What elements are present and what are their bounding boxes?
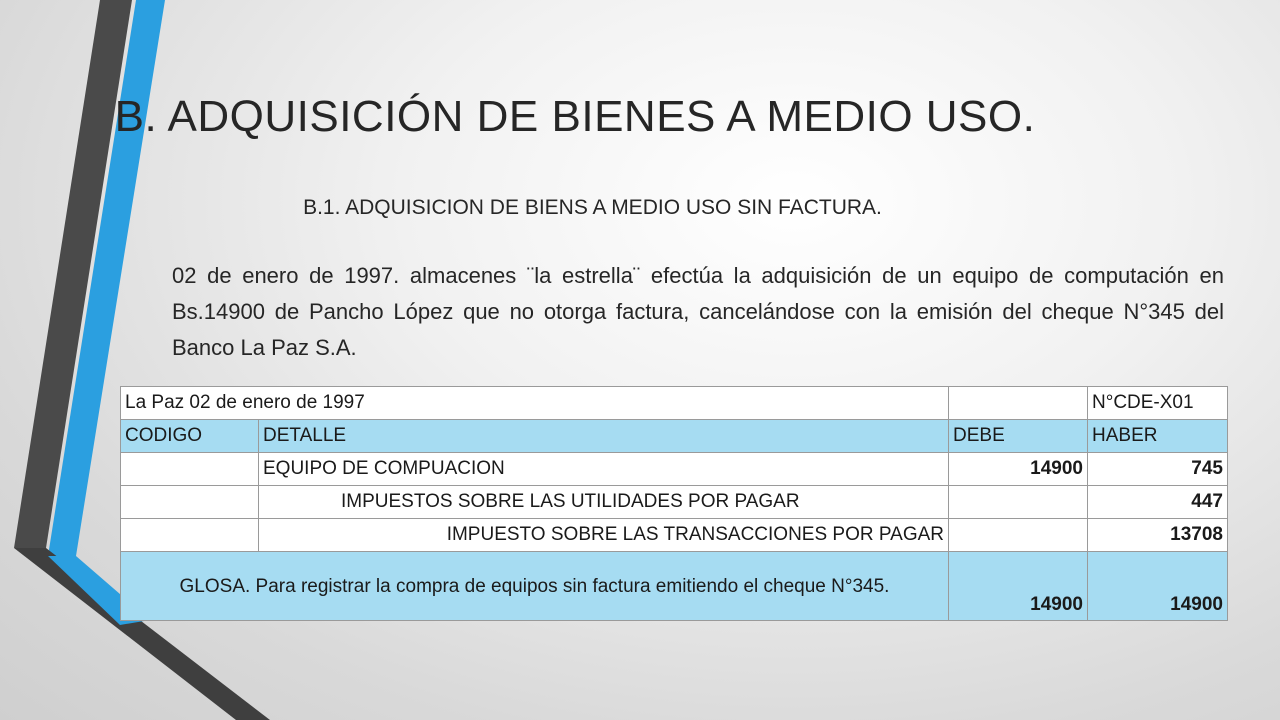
table-row-date bbox=[121, 387, 1228, 420]
cell-haber: 447 bbox=[1088, 486, 1228, 519]
slide-subtitle: B.1. ADQUISICION DE BIENS A MEDIO USO SIN FACTURA. bbox=[303, 196, 882, 219]
entry-date: La Paz 02 de enero de 1997 bbox=[121, 387, 949, 420]
header-detalle: DETALLE bbox=[259, 420, 949, 453]
header-haber: HABER bbox=[1088, 420, 1228, 453]
table-row bbox=[121, 519, 1228, 552]
total-haber: 14900 bbox=[1088, 552, 1228, 621]
table-header-row bbox=[121, 420, 1228, 453]
slide-title: B. ADQUISICIÓN DE BIENES A MEDIO USO. bbox=[114, 92, 1036, 141]
cell-haber: 13708 bbox=[1088, 519, 1228, 552]
glosa-text: GLOSA. Para registrar la compra de equipos sin factura emitiendo el cheque N°345. bbox=[121, 552, 949, 621]
cell-detalle: EQUIPO DE COMPUACION bbox=[259, 453, 949, 486]
table-row-glosa bbox=[121, 552, 1228, 621]
table-row bbox=[121, 453, 1228, 486]
slide-body-text: 02 de enero de 1997. almacenes ¨la estrella¨ efectúa la adquisición de un equipo de computación en Bs.14900 de Pancho López que no otorga factura, cancelándose con la emisión del cheque N°345 del Banco La Paz S.A. bbox=[172, 263, 1224, 360]
cell-detalle: IMPUESTOS SOBRE LAS UTILIDADES POR PAGAR bbox=[259, 486, 949, 519]
total-debe: 14900 bbox=[949, 552, 1088, 621]
empty-cell bbox=[949, 387, 1088, 420]
cell-codigo bbox=[121, 453, 259, 486]
cell-haber: 745 bbox=[1088, 453, 1228, 486]
cell-debe: 14900 bbox=[949, 453, 1088, 486]
cell-codigo bbox=[121, 486, 259, 519]
cell-codigo bbox=[121, 519, 259, 552]
journal-entry-table bbox=[120, 386, 1228, 621]
entry-number: N°CDE-X01 bbox=[1088, 387, 1228, 420]
table-row bbox=[121, 486, 1228, 519]
header-debe: DEBE bbox=[949, 420, 1088, 453]
cell-debe bbox=[949, 519, 1088, 552]
cell-detalle: IMPUESTO SOBRE LAS TRANSACCIONES POR PAGAR bbox=[259, 519, 949, 552]
cell-debe bbox=[949, 486, 1088, 519]
header-codigo: CODIGO bbox=[121, 420, 259, 453]
